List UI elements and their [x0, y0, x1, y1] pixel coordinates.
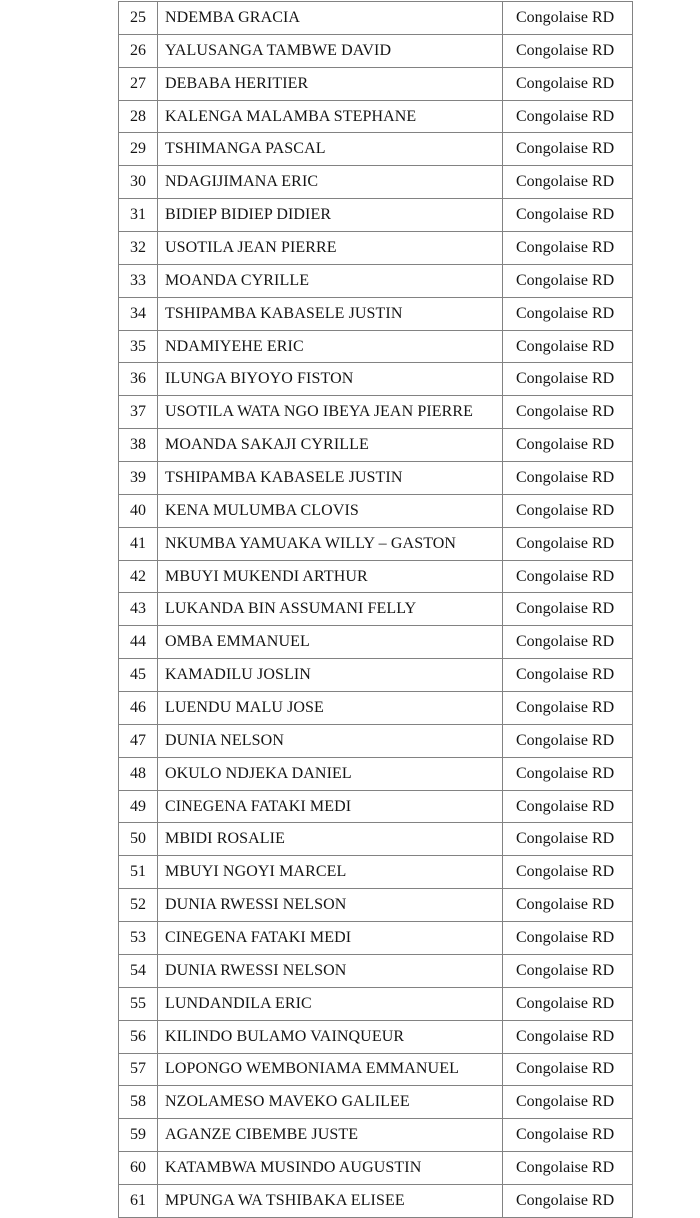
- nationality-cell: Congolaise RD: [503, 494, 633, 527]
- table-row: [119, 297, 633, 330]
- table-row: [119, 593, 633, 626]
- person-name: NDAGIJIMANA ERIC: [158, 166, 503, 199]
- person-name: DUNIA RWESSI NELSON: [158, 889, 503, 922]
- person-name: NDAMIYEHE ERIC: [158, 330, 503, 363]
- person-name: KAMADILU JOSLIN: [158, 659, 503, 692]
- nationality-cell: Congolaise RD: [503, 987, 633, 1020]
- row-number: 54: [119, 954, 158, 987]
- person-name: KALENGA MALAMBA STEPHANE: [158, 100, 503, 133]
- nationality-cell: Congolaise RD: [503, 724, 633, 757]
- person-name: USOTILA JEAN PIERRE: [158, 232, 503, 265]
- table-row: [119, 823, 633, 856]
- nationality-cell: Congolaise RD: [503, 954, 633, 987]
- row-number: 31: [119, 199, 158, 232]
- nationality-cell: Congolaise RD: [503, 1184, 633, 1217]
- nationality-cell: Congolaise RD: [503, 790, 633, 823]
- person-name: TSHIMANGA PASCAL: [158, 133, 503, 166]
- table-row: [119, 1020, 633, 1053]
- row-number: 51: [119, 856, 158, 889]
- table-row: [119, 494, 633, 527]
- row-number: 39: [119, 462, 158, 495]
- nationality-cell: Congolaise RD: [503, 1053, 633, 1086]
- roster-table: [118, 1, 633, 1218]
- nationality-cell: Congolaise RD: [503, 67, 633, 100]
- row-number: 34: [119, 297, 158, 330]
- table-row: [119, 922, 633, 955]
- person-name: NZOLAMESO MAVEKO GALILEE: [158, 1086, 503, 1119]
- table-row: [119, 1086, 633, 1119]
- table-row: [119, 462, 633, 495]
- row-number: 44: [119, 626, 158, 659]
- row-number: 50: [119, 823, 158, 856]
- person-name: OMBA EMMANUEL: [158, 626, 503, 659]
- person-name: USOTILA WATA NGO IBEYA JEAN PIERRE: [158, 396, 503, 429]
- row-number: 53: [119, 922, 158, 955]
- nationality-cell: Congolaise RD: [503, 659, 633, 692]
- row-number: 59: [119, 1119, 158, 1152]
- row-number: 33: [119, 264, 158, 297]
- nationality-cell: Congolaise RD: [503, 593, 633, 626]
- table-row: [119, 1119, 633, 1152]
- nationality-cell: Congolaise RD: [503, 232, 633, 265]
- person-name: NDEMBA GRACIA: [158, 2, 503, 35]
- table-row: [119, 790, 633, 823]
- nationality-cell: Congolaise RD: [503, 133, 633, 166]
- table-row: [119, 626, 633, 659]
- table-row: [119, 264, 633, 297]
- person-name: YALUSANGA TAMBWE DAVID: [158, 34, 503, 67]
- person-name: BIDIEP BIDIEP DIDIER: [158, 199, 503, 232]
- person-name: KILINDO BULAMO VAINQUEUR: [158, 1020, 503, 1053]
- table-row: [119, 724, 633, 757]
- nationality-cell: Congolaise RD: [503, 1152, 633, 1185]
- table-row: [119, 330, 633, 363]
- table-row: [119, 199, 633, 232]
- table-row: [119, 429, 633, 462]
- nationality-cell: Congolaise RD: [503, 297, 633, 330]
- row-number: 40: [119, 494, 158, 527]
- row-number: 36: [119, 363, 158, 396]
- person-name: MBIDI ROSALIE: [158, 823, 503, 856]
- person-name: CINEGENA FATAKI MEDI: [158, 790, 503, 823]
- table-row: [119, 659, 633, 692]
- table-row: [119, 67, 633, 100]
- row-number: 25: [119, 2, 158, 35]
- row-number: 27: [119, 67, 158, 100]
- row-number: 35: [119, 330, 158, 363]
- person-name: MOANDA CYRILLE: [158, 264, 503, 297]
- nationality-cell: Congolaise RD: [503, 626, 633, 659]
- person-name: LUNDANDILA ERIC: [158, 987, 503, 1020]
- row-number: 57: [119, 1053, 158, 1086]
- person-name: DUNIA NELSON: [158, 724, 503, 757]
- table-row: [119, 987, 633, 1020]
- table-row: [119, 363, 633, 396]
- person-name: KATAMBWA MUSINDO AUGUSTIN: [158, 1152, 503, 1185]
- nationality-cell: Congolaise RD: [503, 889, 633, 922]
- person-name: MOANDA SAKAJI CYRILLE: [158, 429, 503, 462]
- row-number: 26: [119, 34, 158, 67]
- row-number: 32: [119, 232, 158, 265]
- nationality-cell: Congolaise RD: [503, 166, 633, 199]
- nationality-cell: Congolaise RD: [503, 2, 633, 35]
- row-number: 58: [119, 1086, 158, 1119]
- table-row: [119, 133, 633, 166]
- row-number: 30: [119, 166, 158, 199]
- person-name: DUNIA RWESSI NELSON: [158, 954, 503, 987]
- person-name: AGANZE CIBEMBE JUSTE: [158, 1119, 503, 1152]
- nationality-cell: Congolaise RD: [503, 396, 633, 429]
- row-number: 48: [119, 757, 158, 790]
- table-row: [119, 2, 633, 35]
- row-number: 47: [119, 724, 158, 757]
- row-number: 61: [119, 1184, 158, 1217]
- nationality-cell: Congolaise RD: [503, 462, 633, 495]
- person-name: MBUYI NGOYI MARCEL: [158, 856, 503, 889]
- person-name: LUKANDA BIN ASSUMANI FELLY: [158, 593, 503, 626]
- nationality-cell: Congolaise RD: [503, 330, 633, 363]
- row-number: 43: [119, 593, 158, 626]
- table-row: [119, 527, 633, 560]
- row-number: 49: [119, 790, 158, 823]
- nationality-cell: Congolaise RD: [503, 363, 633, 396]
- table-row: [119, 889, 633, 922]
- row-number: 37: [119, 396, 158, 429]
- table-row: [119, 166, 633, 199]
- nationality-cell: Congolaise RD: [503, 429, 633, 462]
- row-number: 60: [119, 1152, 158, 1185]
- nationality-cell: Congolaise RD: [503, 922, 633, 955]
- nationality-cell: Congolaise RD: [503, 1119, 633, 1152]
- table-row: [119, 34, 633, 67]
- person-name: OKULO NDJEKA DANIEL: [158, 757, 503, 790]
- nationality-cell: Congolaise RD: [503, 527, 633, 560]
- person-name: CINEGENA FATAKI MEDI: [158, 922, 503, 955]
- roster-body: [119, 2, 633, 1218]
- table-row: [119, 692, 633, 725]
- person-name: NKUMBA YAMUAKA WILLY – GASTON: [158, 527, 503, 560]
- table-row: [119, 856, 633, 889]
- table-row: [119, 100, 633, 133]
- person-name: MPUNGA WA TSHIBAKA ELISEE: [158, 1184, 503, 1217]
- table-row: [119, 232, 633, 265]
- person-name: LOPONGO WEMBONIAMA EMMANUEL: [158, 1053, 503, 1086]
- nationality-cell: Congolaise RD: [503, 1020, 633, 1053]
- row-number: 56: [119, 1020, 158, 1053]
- table-row: [119, 1184, 633, 1217]
- row-number: 52: [119, 889, 158, 922]
- nationality-cell: Congolaise RD: [503, 856, 633, 889]
- nationality-cell: Congolaise RD: [503, 264, 633, 297]
- person-name: TSHIPAMBA KABASELE JUSTIN: [158, 297, 503, 330]
- table-row: [119, 396, 633, 429]
- row-number: 38: [119, 429, 158, 462]
- table-row: [119, 954, 633, 987]
- table-row: [119, 1152, 633, 1185]
- table-row: [119, 757, 633, 790]
- row-number: 45: [119, 659, 158, 692]
- person-name: LUENDU MALU JOSE: [158, 692, 503, 725]
- row-number: 42: [119, 560, 158, 593]
- row-number: 55: [119, 987, 158, 1020]
- row-number: 41: [119, 527, 158, 560]
- nationality-cell: Congolaise RD: [503, 757, 633, 790]
- nationality-cell: Congolaise RD: [503, 692, 633, 725]
- row-number: 28: [119, 100, 158, 133]
- nationality-cell: Congolaise RD: [503, 1086, 633, 1119]
- row-number: 46: [119, 692, 158, 725]
- table-row: [119, 1053, 633, 1086]
- nationality-cell: Congolaise RD: [503, 823, 633, 856]
- nationality-cell: Congolaise RD: [503, 560, 633, 593]
- row-number: 29: [119, 133, 158, 166]
- person-name: TSHIPAMBA KABASELE JUSTIN: [158, 462, 503, 495]
- person-name: MBUYI MUKENDI ARTHUR: [158, 560, 503, 593]
- nationality-cell: Congolaise RD: [503, 100, 633, 133]
- nationality-cell: Congolaise RD: [503, 34, 633, 67]
- person-name: KENA MULUMBA CLOVIS: [158, 494, 503, 527]
- person-name: DEBABA HERITIER: [158, 67, 503, 100]
- person-name: ILUNGA BIYOYO FISTON: [158, 363, 503, 396]
- nationality-cell: Congolaise RD: [503, 199, 633, 232]
- table-row: [119, 560, 633, 593]
